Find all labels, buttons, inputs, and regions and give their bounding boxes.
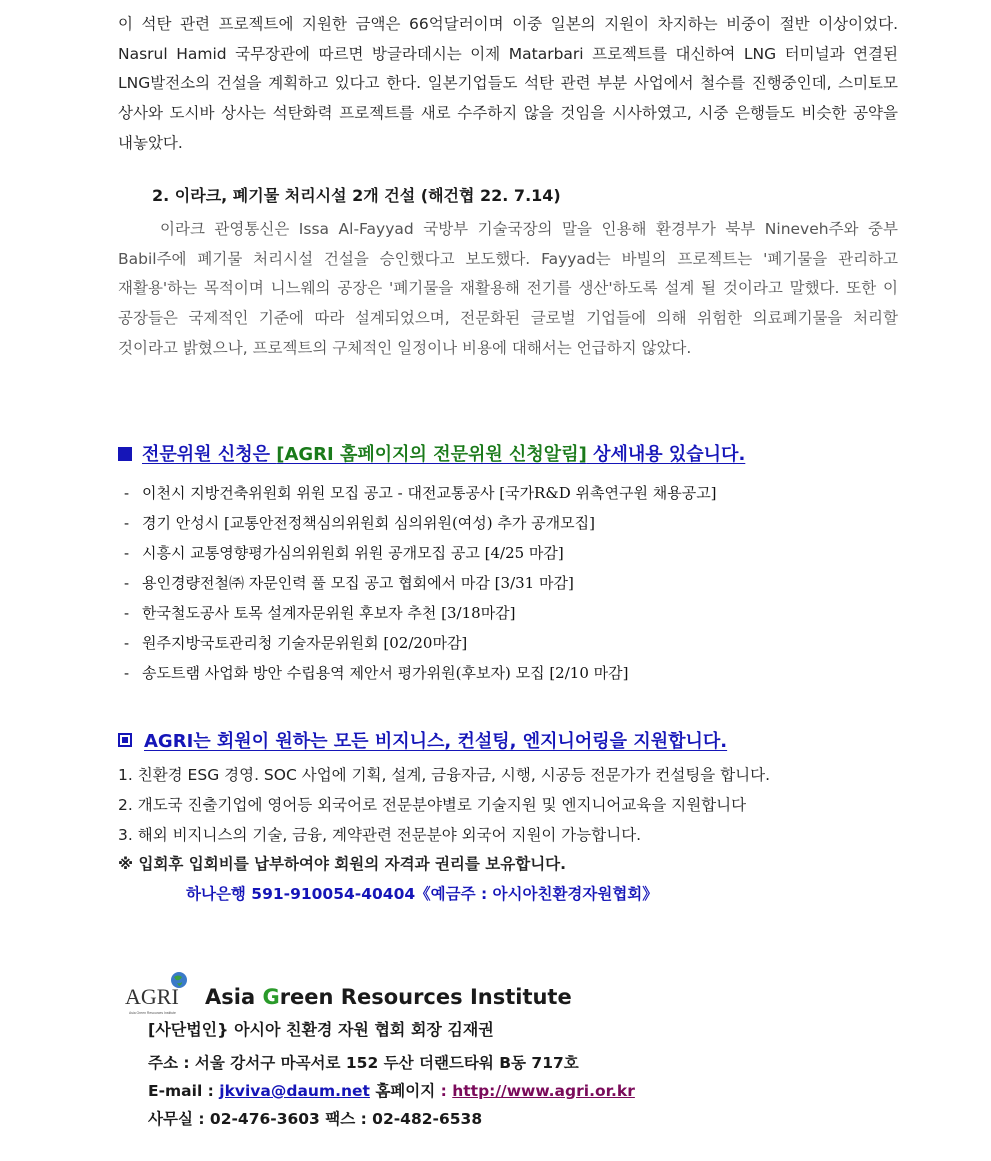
news-heading-2: 2. 이라크, 폐기물 처리시설 2개 건설 (해건협 22. 7.14): [152, 186, 561, 205]
filled-square-icon: [118, 447, 132, 461]
homepage-link[interactable]: http://www.agri.or.kr: [452, 1082, 635, 1100]
list-item-text: 경기 안성시 [교통안전정책심의위원회 심의위원(여성) 추가 공개모집]: [142, 514, 595, 532]
list-item: [124, 478, 717, 508]
bank-account-info: 하나은행 591-910054-40404《예금주 : 아시아친환경자원협회》: [186, 885, 658, 903]
list-item: [124, 568, 717, 598]
list-item: [124, 628, 717, 658]
homepage-colon: :: [440, 1082, 453, 1100]
section2-title: AGRI는 회원이 원하는 모든 비지니스, 컨설팅, 엔지니어링을 지원합니다.: [144, 731, 728, 752]
dash-bullet: -: [124, 514, 130, 532]
list-item: [124, 538, 717, 568]
section1-title-c: 상세내용 있습니다.: [586, 444, 746, 465]
dash-bullet: -: [124, 664, 130, 682]
support-services-list: [118, 760, 770, 850]
email-label: E-mail :: [148, 1082, 220, 1100]
logo-wordmark: AGRI: [125, 984, 179, 1009]
contact-line: [148, 1079, 635, 1101]
list-item-text: 이천시 지방건축위원회 위원 모집 공고 - 대전교통공사 [국가R&D 위촉연구원 채용공고]: [142, 484, 717, 502]
email-link[interactable]: jkviva@daum.net: [219, 1082, 370, 1100]
section-expert-application-title: [118, 440, 745, 466]
phone-fax: 사무실 : 02-476-3603 팩스 : 02-482-6538: [148, 1110, 483, 1128]
dash-bullet: -: [124, 634, 130, 652]
org-korean-name: [사단법인} 아시아 친환경 자원 협회 회장 김재권: [148, 1020, 494, 1039]
news-paragraph-2: [118, 215, 898, 364]
list-item-text: 원주지방국토관리청 기술자문위원회 [02/20마감]: [142, 634, 468, 652]
list-item-text: 한국철도공사 토목 설계자문위원 후보자 추천 [3/18마감]: [142, 604, 516, 622]
logo-subtext: Asia Green Resources Institute: [129, 1011, 176, 1015]
list-item-text: 용인경량전철㈜ 자문인력 풀 모집 공고 협회에서 마감 [3/31 마감]: [142, 574, 574, 592]
address: 주소 : 서울 강서구 마곡서로 152 두산 더랜드타워 B동 717호: [148, 1054, 579, 1072]
list-item: 2. 개도국 진출기업에 영어등 외국어로 전문분야별로 기술지원 및 엔지니어교육을 지원합니다: [118, 796, 747, 814]
dash-bullet: -: [124, 604, 130, 622]
dash-bullet: -: [124, 484, 130, 502]
list-item: [124, 598, 717, 628]
boxed-square-icon: [118, 733, 132, 747]
section-agri-support-title: [118, 727, 727, 753]
homepage-label: 홈페이지: [369, 1082, 441, 1100]
dash-bullet: -: [124, 544, 130, 562]
membership-note: ※ 입회후 입회비를 납부하여야 회원의 자격과 권리를 보유합니다.: [118, 855, 567, 873]
list-item: [124, 508, 717, 538]
dash-bullet: -: [124, 574, 130, 592]
list-item-text: 송도트램 사업화 방안 수립용역 제안서 평가위원(후보자) 모집 [2/10 마감]: [142, 664, 629, 682]
news-paragraph-1: 이 석탄 관련 프로젝트에 지원한 금액은 66억달러이며 이중 일본의 지원이 차지하는 비중이 절반 이상이었다. Nasrul Hamid 국무장관에 따르면 방글라데시는 이제 Matarbari 프로젝트를 대신하여 LNG 터미널과 연결된 LNG발전소의 건설을 계획하고 있다고 한다. 일본기업들도 석탄 관련 부분 사업에서 철수를 진행중인데, 스미토모 상사와 도시바 상사는 석탄화력 프로젝트를 새로 수주하지 않을 것임을 시사하였고, 시중 은행들도 비슷한 공약을 내놓았다.: [118, 15, 898, 152]
list-item: 3. 해외 비지니스의 기술, 금융, 계약관련 전문분야 외국어 지원이 가능합니다.: [118, 826, 642, 844]
section1-title-a: 전문위원 신청은: [142, 444, 277, 465]
list-item-text: 시흥시 교통영향평가심의위원회 위원 공개모집 공고 [4/25 마감]: [142, 544, 564, 562]
recruitment-notice-list: [124, 478, 717, 688]
list-item: 1. 친환경 ESG 경영. SOC 사업에 기획, 설계, 금융자금, 시행, 시공등 전문가가 컨설팅을 합니다.: [118, 766, 771, 784]
list-item: [124, 658, 717, 688]
agri-logo: [124, 970, 190, 1018]
section1-title-link[interactable]: [AGRI 홈페이지의 전문위원 신청알림]: [276, 444, 587, 465]
org-english-name: Asia Green Resources Institute: [205, 985, 572, 1009]
news-paragraph-2-text: 이라크 관영통신은 Issa Al-Fayyad 국방부 기술국장의 말을 인용해 환경부가 북부 Nineveh주와 중부 Babil주에 폐기물 처리시설 건설을 승인했다고 보도했다. Fayyad는 바빌의 프로젝트는 '폐기물을 관리하고 재활용'하는 목적이며 니느웨의 공장은 '폐기물을 재활용해 전기를 생산'하도록 설계 될 것이라고 말했다. 또한 이 공장들은 국제적인 기준에 따라 설계되었으며, 전문화된 글로벌 기업들에 의해 위험한 의료폐기물을 처리할 것이라고 밝혔으나, 프로젝트의 구체적인 일정이나 비용에 대해서는 언급하지 않았다.: [118, 220, 898, 357]
